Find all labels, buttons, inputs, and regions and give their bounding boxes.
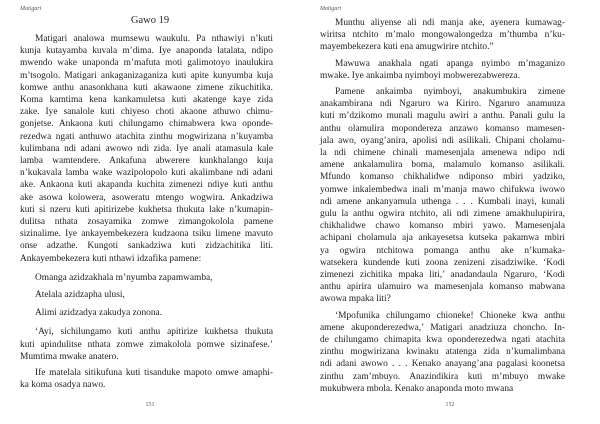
- text-line: Atelala azidzapha ulusi,: [35, 290, 125, 301]
- paragraph: [320, 86, 565, 306]
- text-line: anthu apirira ulamuiro wa mamesenjala komanso mabwana: [320, 282, 565, 293]
- paragraph: [320, 17, 565, 54]
- text-line: ndi adani awowo . . . Kenako anayang’ana pagalasi koonetsa: [320, 359, 565, 370]
- text-line: m’tsogolo. Matigari ankaganizaganiza kuti apite kunyumba kuja: [20, 70, 273, 81]
- running-head: Matigari: [20, 6, 42, 12]
- text-line: sizinalime. Iye ankayembekezera kudzaona tsiku limene mavuto: [20, 229, 273, 240]
- text-line: Munthu aliyense ali ndi manja ake, ayenera kumawag-: [335, 18, 565, 28]
- text-line: ake asowa kolowera, asoweratu mtengo wogwira. Ankadziwa: [20, 192, 273, 203]
- text-line: achipani cholamula aja ankayesetsa kutseka pakamwa mbiri: [320, 233, 565, 244]
- text-line: gulu la anthu ogwira ntchito, ali ndi zimene amakhulupirira,: [320, 209, 565, 220]
- text-line: amene akuponderezedwa,’ Matigari anadziuza choncho. In-: [320, 322, 565, 333]
- text-line: kuti si nzeru kuti apitirizebe kukhetsa thukuta lake n’kumapin-: [20, 204, 273, 215]
- text-line: komwe anthu anasonkhana kuti akawaone zimene zikuchitika.: [20, 82, 273, 93]
- text-line: ya ogwira ntchitowa pomanga anthu ake n’kumaka-: [320, 245, 565, 256]
- running-head: Matigari: [320, 6, 342, 12]
- right-page: [300, 0, 600, 424]
- text-line: wiritsa ntchito m’malo mongowalongedza m’thumba n’ku-: [320, 30, 565, 41]
- page-number: 151: [145, 402, 155, 408]
- text-line: Mumtima mwake anatero.: [20, 351, 119, 362]
- text-line: Ankayembekezera kuti nthawi idzafika pamene:: [20, 253, 202, 264]
- text-line: Mawuwa anakhala ngati apanga nyimbo m’maganizo: [335, 58, 565, 69]
- text-line: mwake. Iye ankaimba nyimboyi mobwerezabwereza.: [320, 70, 520, 81]
- text-line: n’kukavala lamba wake wazipolopolo kuti akalimbane ndi adani: [20, 168, 273, 179]
- page-body: [320, 17, 565, 399]
- chapter-title: Gawo 19: [130, 15, 170, 26]
- text-line: Koma kamtima kena kankamuletsa kuti akatenge kaye zida: [20, 95, 273, 106]
- text-line: kuti apindulitse nthata zomwe zimakolola pomwe sizinafese.’: [20, 339, 273, 350]
- text-line: mwendo wake unaponda m’mafuta moti galimotoyo inaulukira: [20, 58, 273, 69]
- text-line: awowa mpaka liti?: [320, 294, 391, 305]
- text-line: onse adzathe. Kungoti sankadziwa kuti zidzachitika liti.: [20, 241, 273, 252]
- text-line: mayembekezera kuti ena amugwirire ntchito.”: [320, 42, 494, 53]
- text-line: la ndi chimene chinali mamesenjala amenewa ndipo ndi: [320, 148, 565, 159]
- text-line: kulimbana ndi adani awowo ndi zida. Iye anali atamasula kale: [20, 143, 273, 154]
- text-line: Matigari analowa mumsewu waukulu. Pa nthawiyi n’kuti: [35, 34, 273, 44]
- text-line: kunja kutayamba kuvala m’dima. Iye anaponda latalata, ndipo: [20, 46, 273, 57]
- text-line: zake. Iye sanalole kuti chiyeso choti akaone athuwo chimu-: [20, 107, 273, 118]
- text-line: Ife matelala sitikufuna kuti tisanduke mapoto omwe amaphi-: [35, 367, 273, 378]
- text-line: mukubwera mbola. Kenako anaponda moto mwana: [320, 383, 514, 394]
- page-number: 152: [445, 402, 455, 408]
- text-line: Alimi azidzadya zakudya zonona.: [35, 307, 163, 318]
- text-line: chikhalidwe chawo komanso mbiri yawo. Mamesenjala: [320, 221, 565, 232]
- text-line: kuti m’dzikomo munali magulu awiri a anthu. Panali gulu la: [320, 111, 565, 122]
- text-line: lamba wamtendere. Ankafuna abwerere kunkhalango kuja: [20, 156, 273, 167]
- text-line: de chilungamo chimapita kwa oponderezedwa ngati atachita: [320, 335, 565, 346]
- text-line: zinthu zam’mbuyo. Anazindikira kuti m’mbuyo mwake: [320, 371, 565, 382]
- text-line: jala awo, oyang’anira, apolisi ndi asilikali. Chipani cholamu-: [320, 135, 565, 146]
- paragraph: [20, 33, 273, 265]
- paragraph: [320, 58, 565, 82]
- text-line: anakambirana ndi Ngaruro wa Kiriro. Ngaruro anamuuza: [320, 99, 565, 110]
- text-line: ‘Ayi, sichilungamo kuti anthu apitirize kukhetsa thukuta: [35, 327, 273, 338]
- text-line: Mfundo komanso chikhalidwe ndiponso mbiri yadziko,: [320, 172, 565, 183]
- text-line: ake. Ankaona kuti akapanda kuchita zimenezi ndiye kuti anthu: [20, 180, 273, 191]
- text-line: zinthu mogwirizana kwinaku atatenga zida n’kumalimbana: [320, 347, 565, 358]
- text-line: dulitsa nthata zosayamika zomwe zimangokolola pamene: [20, 217, 273, 228]
- text-line: ‘Mpofunika chilungamo chioneke! Chioneke kwa anthu: [335, 310, 565, 321]
- text-line: yomwe inkalembedwa inali m’manja mawo chifukwa iwowo: [320, 184, 565, 195]
- text-line: gonjetse. Ankaona kuti chilungamo chimabwera kwa oponde-: [20, 119, 273, 130]
- paragraph: [320, 310, 565, 395]
- text-line: zimenezi zichitika mpaka liti,’ anadandaula Ngaruro, ‘Kodi: [320, 270, 565, 281]
- text-line: amene ankalamulira boma, malamulo komanso asilikali.: [320, 160, 565, 171]
- text-line: ka koma osadya nawo.: [20, 380, 106, 391]
- text-line: anthu olamulira mopondereza anzawo komanso mamesen-: [320, 123, 565, 134]
- paragraph: [20, 326, 273, 363]
- text-line: Pamene ankaimba nyimboyi, anakumbukira zimene: [335, 87, 565, 98]
- paragraph: [20, 367, 273, 391]
- text-line: ndi amene ankanyamula uthenga . . . Kumbali inayi, kunali: [320, 196, 565, 207]
- text-line: rezedwa ngati anthuwo atachita zinthu mogwirizana n’kuyamba: [20, 131, 273, 142]
- text-line: watsekera kundende kuti zoona zenizeni zisadziwike. ‘Kodi: [320, 257, 565, 268]
- text-line: Omanga azidzakhala m’nyumba zapamwamba,: [35, 272, 213, 283]
- verse-block: [20, 270, 273, 323]
- page-body: [20, 33, 273, 395]
